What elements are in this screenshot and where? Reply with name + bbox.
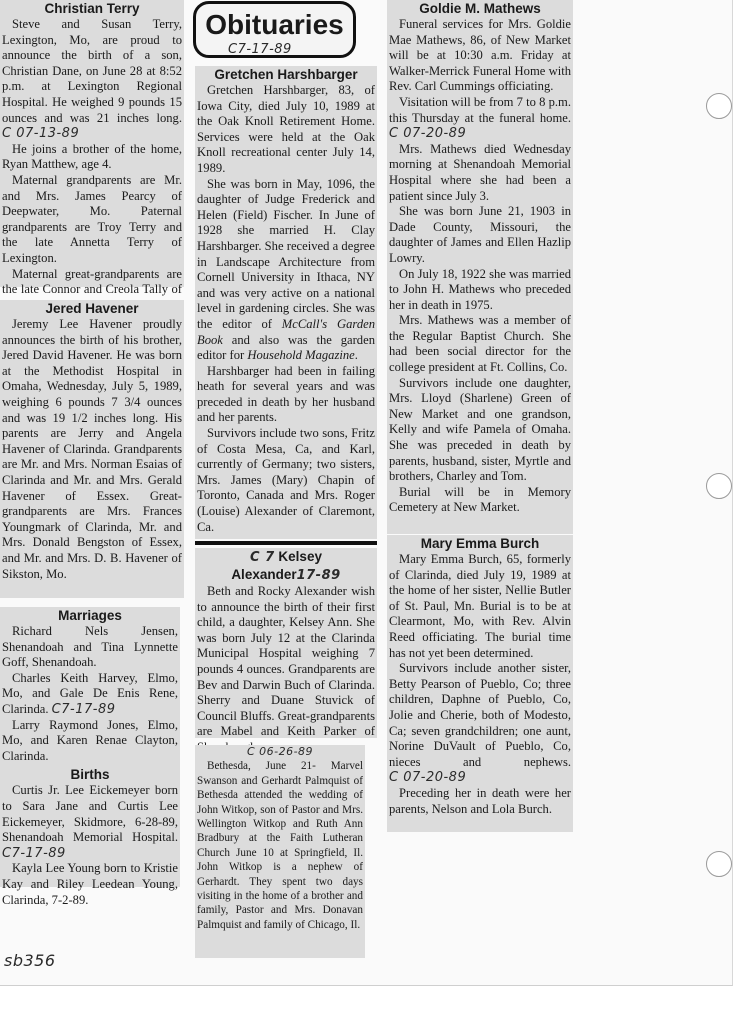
handwritten-date: C 06-26-89 [246, 745, 314, 758]
paragraph: Gretchen Harshbarger, 83, of Iowa City, died July 10, 1989 at the Oak Knoll Retirement Home. Services were held at the Oak Knoll recreational center July 14, 1989. [197, 83, 375, 175]
paragraph: Mrs. Mathews was a member of the Regular Baptist Church. She had been social director for the college president at Ft. Collins, Co. [389, 313, 571, 375]
paragraph-text: Curtis Jr. Lee Eickemeyer born to Sara Jane and Curtis Lee Eickemeyer, Skidmore, 6-28-89, Shenandoah Memorial Hospital. [2, 783, 178, 845]
paragraph: Harshbarger had been in failing heath for several years and was preceded in death by her husband and her parents. [197, 363, 375, 425]
paragraph: Burial will be in Memory Cemetery at New Market. [389, 484, 571, 515]
paragraph: Survivors include two sons, Fritz of Costa Mesa, Ca, and Karl, currently of Germany; two sisters, Mrs. James (Mary) Chapin of Toronto, Canada and Mrs. Roger (Louise) Alexander of Claremont, Ca. [197, 426, 375, 534]
handwritten-note: 17-89 [296, 568, 341, 583]
paragraph [389, 661, 571, 786]
handwritten-date: C7-17-89 [51, 701, 116, 717]
clipping-bethesda [195, 745, 365, 958]
heading-text: Kelsey Alexander [231, 549, 322, 582]
paragraph: Mrs. Mathews died Wednesday morning at Shenandoah Memorial Hospital where she had been a patient since July 3. [389, 141, 571, 203]
punch-hole [706, 93, 732, 119]
heading-mary-emma-burch: Mary Emma Burch [420, 536, 540, 551]
heading-gretchen-harshbarger: Gretchen Harshbarger [214, 67, 358, 82]
heading-jered-havener: Jered Havener [45, 301, 139, 316]
divider-rule [195, 541, 377, 545]
handwritten-page-label: sb356 [4, 951, 56, 970]
handwritten-date: C7-17-89 [228, 42, 292, 57]
heading-goldie-mathews: Goldie M. Mathews [419, 1, 541, 16]
clipping-jered-havener [0, 300, 184, 598]
paragraph [389, 95, 571, 142]
clipping-mary-emma-burch [387, 535, 573, 832]
heading-christian-terry: Christian Terry [44, 1, 140, 16]
clipping-christian-terry [0, 0, 184, 297]
paragraph: Bethesda, June 21- Marvel Swanson and Gerhardt Palmquist of Bethesda attended the wedding of John Witkop, son of Pastor and Mrs. Wellington Witkop and Ruth Ann Bradbury at the Faith Lutheran Church June 10 at Springfield, Il. John Witkop is a nephew of Gerhardt. They spent two days visiting in the home of a brother and family, Pastor and Mrs. Donavan Palmquist and family of Chicago, Il. [197, 760, 363, 931]
clipping-kelsey-alexander [195, 548, 377, 738]
paragraph: Preceding her in death were her parents, Nelson and Lola Burch. [389, 785, 571, 816]
paragraph: Larry Raymond Jones, Elmo, Mo, and Karen Renae Clayton, Clarinda. [2, 717, 178, 763]
paragraph-text: and also was the garden editor for [197, 332, 375, 363]
obituaries-masthead [193, 1, 356, 58]
paragraph [2, 17, 182, 142]
paragraph-text: . [354, 348, 358, 363]
paragraph [197, 177, 375, 364]
paragraph: Richard Nels Jensen, Shenandoah and Tina Lynnette Goff, Shenandoah. [2, 624, 178, 670]
heading-births: Births [70, 767, 110, 783]
paragraph: Survivors include one daughter, Mrs. Lloyd (Sharlene) Green of New Market and one grandson, Kelly and wife Pamela of Omaha. She was preceded in death by parents, husband, sister, Myrtle and brothers, Charley and Tom. [389, 375, 571, 484]
paragraph-text: Charles Keith Harvey, Elmo, Mo, and Gale De Enis Rene, Clarinda. [2, 670, 178, 716]
paragraph: He joins a brother of the home, Ryan Matthew, age 4. [2, 141, 182, 172]
handwritten-date: C 07-13-89 [2, 126, 80, 142]
paragraph [2, 783, 178, 861]
paragraph: Maternal great-grandparents are the late Connor and Creola Tally of [2, 266, 182, 297]
paragraph-text: She was born in May, 1096, the daughter of Judge Frederick and Helen (Field) Fischer. In June of 1928 she married H. Clay Harshbarger. She received a degree in Landscape Architecture from Cornell University in Ithaca, NY and was very active on a national level in gardening circles. She was the editor of [197, 176, 375, 331]
paragraph: Funeral services for Mrs. Goldie Mae Mathews, 86, of New Market will be at 10:30 a.m. Friday at Walker-Merrick Funeral Home with Rev. Carl Cummings officiating. [389, 17, 571, 94]
handwritten-date: C 07-20-89 [389, 770, 467, 786]
magazine-title: Household Magazine [247, 348, 355, 363]
heading-marriages: Marriages [58, 608, 122, 623]
paragraph: Kayla Lee Young born to Kristie Kay and Riley Leedean Young, Clarinda, 7-2-89. [2, 861, 178, 907]
paragraph-text: Survivors include another sister, Betty Pearson of Pueblo, Co; three children, Daphne of Pueblo, Co, Jolie and Cherie, both of Modesto, Ca; seven grandchildren; one aunt, Norine DuVault of Pueblo, Co, nieces and nephews. [389, 661, 571, 769]
clipping-gretchen-harshbarger [195, 66, 377, 539]
handwritten-note: C 7 [250, 550, 275, 565]
paragraph: Beth and Rocky Alexander wish to announce the birth of their first child, a daughter, Kelsey Ann. She was born July 12 at the Clarinda Municipal Hospital weighing 7 pounds 4 ounces. Grandparents are Bev and Darwin Buch of Clarinda. Sherry and Duane Stuvick of Council Bluffs. Great-grandparents are Mabel and Keith Parker of [197, 584, 375, 739]
masthead-title: Obituaries [205, 9, 344, 40]
paragraph: On July 18, 1922 she was married to John H. Mathews who preceded her in death in 1975. [389, 266, 571, 312]
paragraph: Mary Emma Burch, 65, formerly of Clarinda, died July 19, 1989 at the home of her sister, Nellie Butler of St. Paul, Mn. Burial is to be at Clearmont, Mo, with Rev. Alvin Reed officiating. The burial time has not yet been determined. [389, 552, 571, 660]
paragraph-text: Steve and Susan Terry, Lexington, Mo, are proud to announce the birth of a son, Christian Dane, on June 28 at 8:52 p.m. at Lexington Regional Hospital. He weighed 9 pounds 15 ounces and was 21 inches long. [2, 17, 182, 125]
book-title: McCall's Garden Book [197, 316, 375, 347]
punch-hole [706, 473, 732, 499]
paragraph [2, 671, 178, 718]
clipping-goldie-mathews [387, 0, 573, 534]
clipping-marriages-births [0, 607, 180, 907]
heading-kelsey-alexander [197, 548, 375, 584]
handwritten-date: C7-17-89 [2, 845, 66, 861]
paragraph: She was born June 21, 1903 in Dade County, Missouri, the daughter of James and Ellen Hazlip Lowry. [389, 204, 571, 265]
paragraph-text: Visitation will be from 7 to 8 p.m. this Thursday at the funeral home. [389, 94, 571, 125]
handwritten-date: C 07-20-89 [389, 126, 467, 142]
paragraph: Maternal grandparents are Mr. and Mrs. James Pearcy of Deepwater, Mo. Paternal grandparents are Troy Terry and the late Annetta Terry of Lexington. [2, 172, 182, 265]
punch-hole [706, 851, 732, 877]
paragraph: Jeremy Lee Havener proudly announces the birth of his brother, Jered David Havener. He was born at the Methodist Hospital in Omaha, Wednesday, July 5, 1989, weighing 6 pounds 7 3/4 ounces and was 19 1/2 inches long. His parents are Jerry and Angela Havener of Clarinda. Grandparents are Mr. and Mrs. Norman Esaias of Clarinda and Mr. and Mrs. Gerald Havener of Essex. Great-grandparents are Mrs. Frances Youngmark of Clarinda, Mr. and Mrs. Donald Bengston of Essex, and Mr. and Mrs. D. B. Havener of Sikston, Mo. [2, 317, 182, 581]
